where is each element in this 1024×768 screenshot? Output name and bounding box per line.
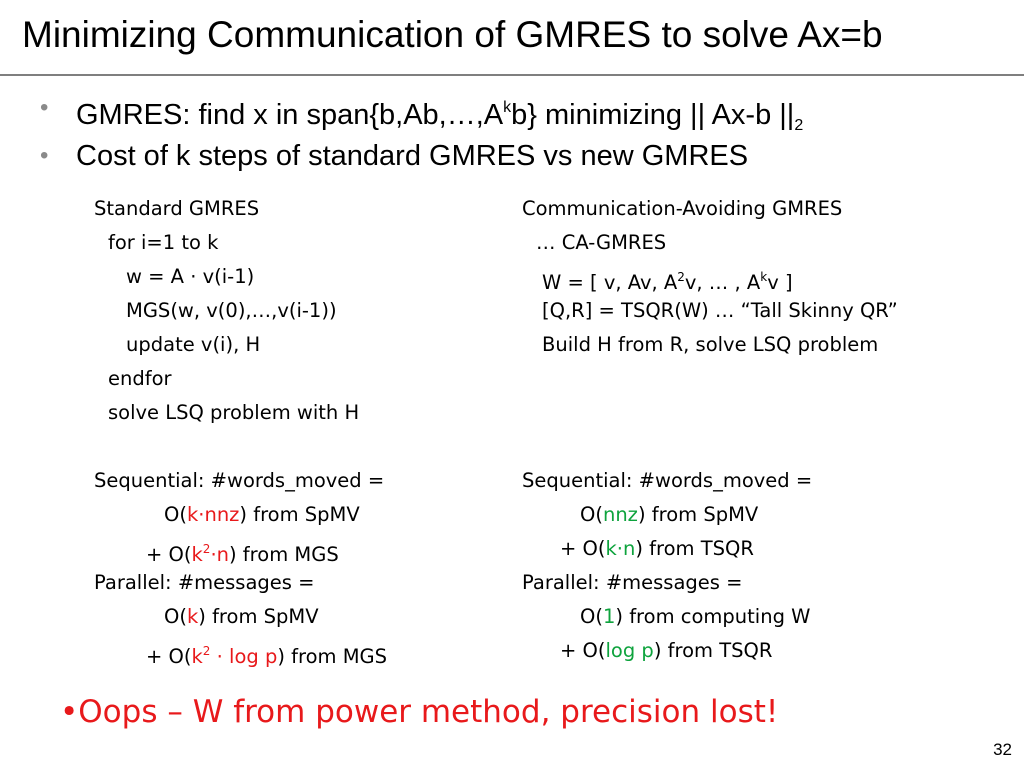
cost-highlight: log p	[605, 639, 654, 662]
bullet-cost-comparison	[40, 134, 803, 182]
page-number: 32	[993, 740, 1012, 759]
bullet-text: b} minimizing || Ax-b ||	[511, 99, 795, 131]
cost-line: O(1) from computing W	[580, 605, 811, 628]
cost-line: + $O(k^2\cdot n)$ from MGS	[146, 542, 339, 566]
code-line: w = A · v(i-1)	[126, 265, 255, 288]
column-heading: Standard GMRES	[94, 197, 260, 220]
code-line: MGS(w, v(0),…,v(i-1))	[126, 299, 337, 322]
bullet-text: GMRES: find x in span{b,Ab,…,A	[76, 99, 504, 131]
cost-highlight: $k^2 \cdot \log p$	[191, 644, 278, 668]
cost-highlight: k	[186, 605, 199, 628]
cost-highlight: $k^2\cdot n$	[191, 542, 229, 566]
cost-label: Sequential: #words_moved =	[522, 469, 813, 492]
cost-highlight: k·nnz	[186, 503, 240, 526]
code-line: Build H from R, solve LSQ problem	[542, 333, 879, 356]
bullet-list	[40, 86, 803, 182]
warning-note: •Oops – W from power method, precision lost!	[60, 694, 779, 730]
cost-label: Sequential: #words_moved =	[94, 469, 385, 492]
ca-gmres-column	[522, 192, 898, 668]
cost-line: + O(k·n) from TSQR	[560, 537, 754, 560]
bullet-text: Cost of k steps of standard GMRES vs new GMRES	[76, 140, 749, 172]
cost-line: O(k·nnz) from SpMV	[164, 503, 360, 526]
spacer	[522, 362, 898, 396]
cost-line: O(k) from SpMV	[164, 605, 319, 628]
cost-highlight: nnz	[602, 503, 638, 526]
cost-label: Parallel: #messages =	[522, 571, 743, 594]
code-line: W = [ v, Av, $A^2v$, … , $A^kv$ ]	[542, 270, 793, 294]
cost-line: O(nnz) from SpMV	[580, 503, 759, 526]
subscript: 2	[794, 117, 804, 134]
code-line: endfor	[108, 367, 172, 390]
code-line: … CA-GMRES	[536, 231, 667, 254]
code-line: update v(i), H	[126, 333, 261, 356]
spacer	[94, 430, 387, 464]
spacer	[522, 396, 898, 430]
cost-line: + O(log p) from TSQR	[560, 639, 773, 662]
bullet-dot-icon: •	[40, 142, 49, 169]
spacer	[522, 430, 898, 464]
cost-highlight: k·n	[605, 537, 636, 560]
superscript: k	[503, 99, 512, 116]
column-heading: Communication-Avoiding GMRES	[522, 197, 843, 220]
code-line: solve LSQ problem with H	[108, 401, 360, 424]
bullet-dot-icon: •	[40, 94, 49, 121]
bullet-gmres-definition	[40, 86, 803, 134]
cost-label: Parallel: #messages =	[94, 571, 315, 594]
code-line: [Q,R] = TSQR(W) … “Tall Skinny QR”	[542, 299, 898, 322]
title-divider	[0, 74, 1024, 76]
standard-gmres-column	[94, 192, 387, 668]
cost-line: + $O(k^2 \cdot \log p)$ from MGS	[146, 644, 388, 668]
cost-highlight: 1	[602, 605, 616, 628]
slide-title: Minimizing Communication of GMRES to solve Ax=b	[22, 14, 883, 55]
code-line: for i=1 to k	[108, 231, 219, 254]
